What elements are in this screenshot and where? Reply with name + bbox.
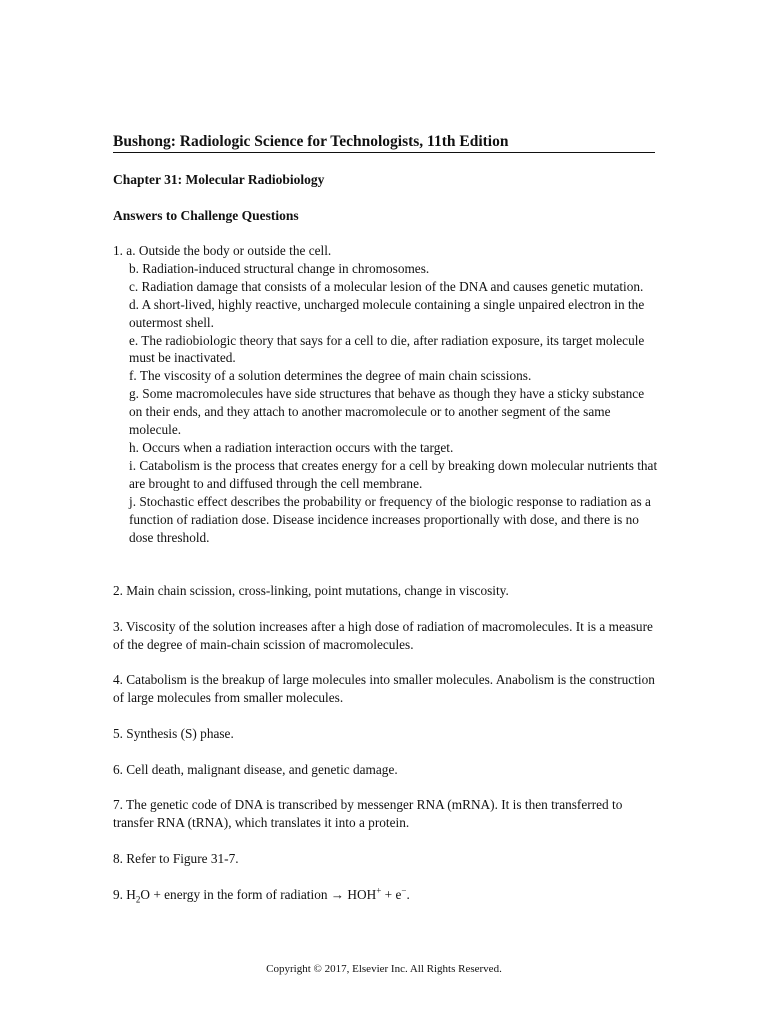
chapter-heading: Chapter 31: Molecular Radiobiology [113,172,325,187]
answer-1e: e. The radiobiologic theory that says for a cell to die, after radiation exposure, its target molecule must be inactivated. [129,332,645,366]
answer-9-middle: O + energy in the form of radiation → HOH [140,887,377,902]
document-title: Bushong: Radiologic Science for Technologists, 11th Edition [113,132,655,153]
answer-7: 7. The genetic code of DNA is transcribed by messenger RNA (mRNA). It is then transferred to transfer RNA (tRNA), which translates it into a protein. [113,797,623,830]
answer-9-subscript: 2 [135,894,141,905]
answer-1i: i. Catabolism is the process that creates energy for a cell by breaking down molecular nutrients that are brought to and diffused through the cell membrane. [129,457,658,491]
answer-5: 5. Synthesis (S) phase. [113,726,234,741]
answer-1c: c. Radiation damage that consists of a molecular lesion of the DNA and causes genetic mutation. [129,278,644,294]
answer-9-superscript-plus: + [376,885,382,896]
answer-9-electron: + e [381,887,402,902]
copyright-footer: Copyright © 2017, Elsevier Inc. All Rights Reserved. [266,963,502,975]
answer-9 [113,886,658,904]
answer-9-superscript-minus: − [401,885,407,896]
answer-6: 6. Cell death, malignant disease, and genetic damage. [113,762,398,777]
answer-8: 8. Refer to Figure 31-7. [113,851,239,866]
answer-1j: j. Stochastic effect describes the probability or frequency of the biologic response to radiation as a function of radiation dose. Disease incidence increases proportionally with dose, and there is no dose threshold. [129,493,651,545]
answer-9-prefix: 9. H [113,887,136,902]
document-page [113,0,658,1024]
answer-1b: b. Radiation-induced structural change in chromosomes. [129,260,430,276]
answer-1 [113,242,658,546]
answer-4: 4. Catabolism is the breakup of large molecules into smaller molecules. Anabolism is the construction of large molecules from smaller molecules. [113,672,655,705]
answer-1f: f. The viscosity of a solution determines the degree of main chain scissions. [129,368,532,384]
answer-9-end: . [406,887,410,902]
answer-2: 2. Main chain scission, cross-linking, point mutations, change in viscosity. [113,583,509,598]
answer-1g: g. Some macromolecules have side structures that behave as though they have a sticky substance on their ends, and they attach to another macromolecule or to another segment of the same molecule. [129,386,645,438]
section-heading: Answers to Challenge Questions [113,208,299,223]
answer-1a: 1. a. Outside the body or outside the cell. [113,243,332,258]
answer-1d: d. A short-lived, highly reactive, uncharged molecule containing a single unpaired electron in the outermost shell. [129,296,645,330]
answer-1h: h. Occurs when a radiation interaction occurs with the target. [129,439,454,455]
answer-3: 3. Viscosity of the solution increases after a high dose of radiation of macromolecules. It is a measure of the degree of main-chain scission of macromolecules. [113,619,653,652]
